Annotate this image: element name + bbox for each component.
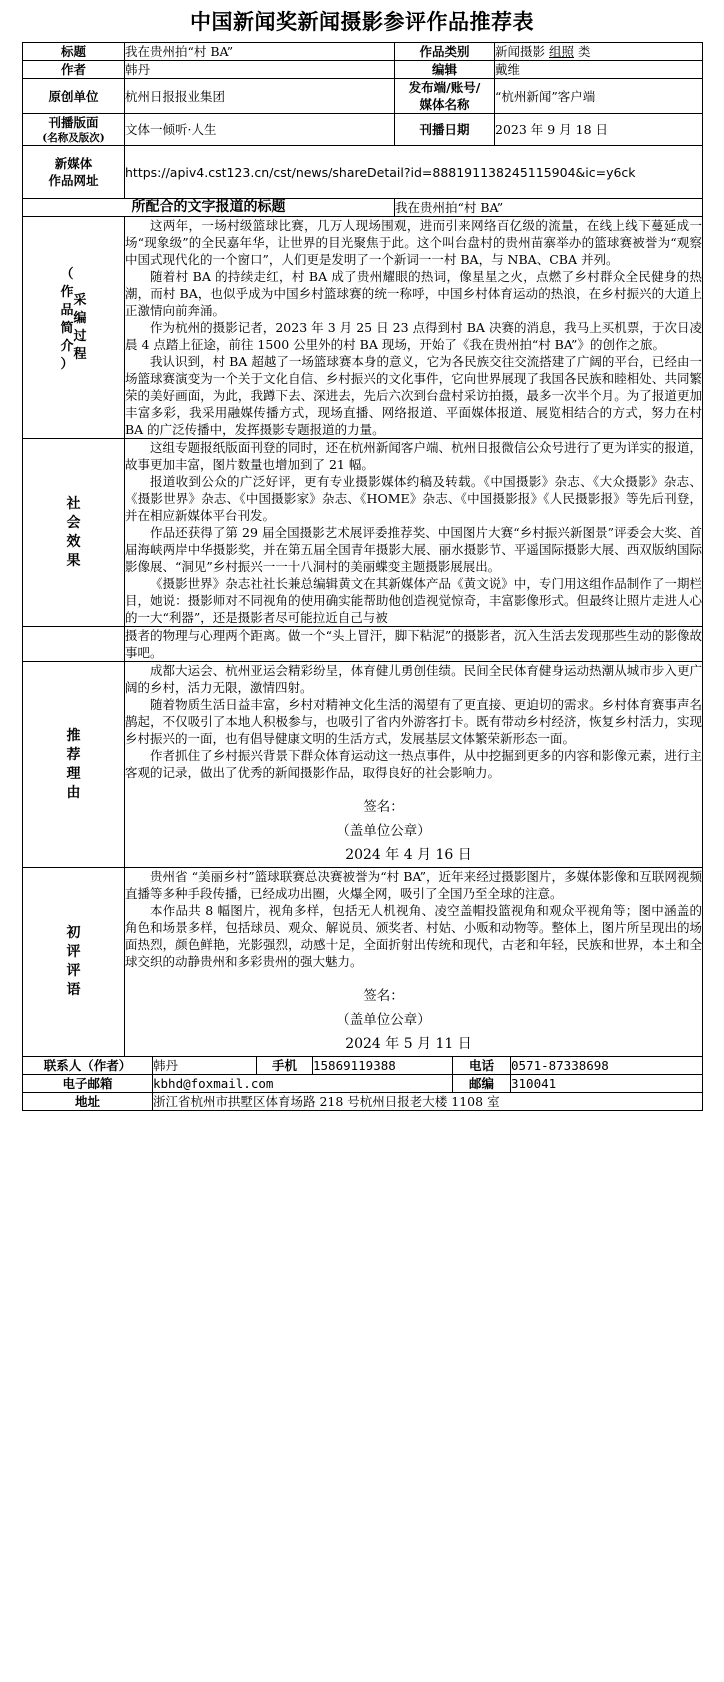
- value-category: [495, 43, 703, 61]
- recommendation-form-table: [22, 42, 703, 1057]
- vlabel-char: 简: [60, 320, 74, 336]
- vlabel-char: 介: [60, 338, 74, 354]
- vlabel-char: 荐: [66, 746, 81, 763]
- table-row-process-section: [23, 217, 703, 439]
- label-platform-line1: 发布端/账号/: [408, 80, 481, 95]
- vlabel-char: 编: [73, 310, 87, 326]
- label-publish-layout-line1: 刊播版面: [48, 115, 99, 130]
- table-row-contact: [23, 1057, 703, 1075]
- signature-block-review: [125, 984, 702, 1056]
- paragraph: 摄者的物理与心理两个距离。做一个“头上冒汗，脚下粘泥”的摄影者，沉入生活去发现那些生动的影像故事吧。: [125, 628, 702, 660]
- label-platform-line2: 媒体名称: [419, 97, 470, 112]
- label-mobile: 手机: [257, 1057, 313, 1075]
- value-companion-title: 我在贵州拍“村 BA”: [395, 199, 703, 217]
- value-phone: 0571-87338698: [511, 1057, 703, 1075]
- vlabel-char: 社: [66, 495, 81, 512]
- content-recommend-section: [125, 662, 703, 868]
- vlabel-char: ）: [60, 356, 74, 372]
- paragraph: 随着物质生活日益丰富，乡村对精神文化生活的渴望有了更直接、更迫切的需求。乡村体育赛事声名鹊起，不仅吸引了本地人积极参与，也吸引了省内外游客打卡。既有带动乡村经济，恢复乡村活力，实现乡村振兴的一面，也有倡导健康文明的生活方式，发展基层文体繁荣新形态一面。: [125, 697, 702, 746]
- signature-label: 签名：: [363, 988, 404, 1004]
- vlabel-char: 推: [66, 727, 81, 744]
- label-author: 作者: [23, 61, 125, 79]
- paragraph: 作者抓住了乡村振兴背景下群众体育运动这一热点事件，从中挖掘到更多的内容和影像元素，进行主客观的记录，做出了优秀的新闻摄影作品，取得良好的社会影响力。: [125, 748, 702, 780]
- value-contact-person: 韩丹: [153, 1057, 257, 1075]
- label-phone: 电话: [453, 1057, 511, 1075]
- label-newmedia-url: [23, 146, 125, 199]
- vlabel-char: 品: [60, 302, 74, 318]
- page-title: 中国新闻奖新闻摄影参评作品推荐表: [190, 9, 534, 34]
- label-editor: 编辑: [395, 61, 495, 79]
- category-underlined: 组照: [549, 44, 575, 59]
- vlabel-char: 评: [66, 944, 81, 960]
- paragraph: 我认识到，村 BA 超越了一场篮球赛本身的意义，它为各民族交往交流搭建了广阔的平台，已经由一场篮球赛演变为一个关于文化自信、乡村振兴的文化事件，它向世界展现了我国各民族和睦相处、共同繁荣的美好画面，为此，我蹲下去、深进去，先后六次到台盘村采访拍摄，最多一次半个月。为了报道更加丰富多彩，我采用融媒传播方式，现场直播、网络报道、平面媒体报道、展览相结合的方式，努力在村 BA 的广泛传播中，发挥摄影专题报道的力量。: [125, 354, 702, 437]
- vlabel-char: （: [60, 266, 74, 282]
- category-prefix: 新闻摄影: [495, 44, 546, 59]
- label-category: 作品类别: [395, 43, 495, 61]
- label-publish-layout: [23, 114, 125, 146]
- table-row-layout: [23, 114, 703, 146]
- paragraph: 本作品共 8 幅图片，视角多样，包括无人机视角、凌空盖帽投篮视角和观众平视角等；图中涵盖的角色和场景多样，包括球员、观众、解说员、颁奖者、村姑、小贩和动物等。整体上，图片所呈现出的场面热烈，颜色鲜艳，光影强烈，动感十足，全面折射出传统和现代，古老和年轻，民族和世界，本土和全球交织的动静贵州和多彩贵州的强大魅力。: [125, 903, 702, 969]
- value-editor: 戴维: [495, 61, 703, 79]
- paragraph: 贵州省 “美丽乡村”篮球联赛总决赛被誉为“村 BA”，近年来经过摄影图片，多媒体影像和互联网视频直播等多种手段传播，已经成功出圈，火爆全网，吸引了全国乃至全球的注意。: [125, 869, 702, 901]
- table-row-newmedia-url: [23, 146, 703, 199]
- value-original-unit: 杭州日报报业集团: [125, 79, 395, 114]
- table-row-author: [23, 61, 703, 79]
- vertical-label-effect: [23, 495, 124, 571]
- label-platform: [395, 79, 495, 114]
- vlabel-char: 理: [66, 765, 81, 782]
- category-suffix: 类: [578, 44, 591, 59]
- vlabel-char: 果: [66, 552, 81, 569]
- vlabel-char: 作: [60, 284, 74, 300]
- vertical-label-process-left: [60, 266, 73, 374]
- seal-label: （盖单位公章）: [336, 823, 431, 839]
- label-publish-layout-line2: (名称及版次): [42, 132, 105, 144]
- content-review-section: [125, 868, 703, 1057]
- vlabel-char: 由: [66, 784, 81, 801]
- label-publish-date: 刊播日期: [395, 114, 495, 146]
- label-newmedia-line1: 新媒体: [54, 156, 93, 171]
- paragraph: 这两年，一场村级篮球比赛，几万人现场围观，进而引来网络百亿级的流量，在线上线下蔓延成一场“现象级”的全民嘉年华，让世界的目光聚焦于此。这个叫台盘村的贵州苗寨举办的篮球赛被誉为“观察中国式现代化的一个窗口”，人们更是发明了一个新词一一村 BA，与 NBA、CBA 并列。: [125, 218, 702, 267]
- label-newmedia-line2: 作品网址: [48, 173, 99, 188]
- paragraph: 报道收到公众的广泛好评，更有专业摄影媒体约稿及转载。《中国摄影》杂志、《大众摄影》杂志、《摄影世界》杂志、《中国摄影家》杂志、《HOME》杂志、《中国摄影报》《人民摄影报》等先后刊登，并在相应新媒体平台刊发。: [125, 474, 702, 523]
- table-row-effect-continuation: [23, 627, 703, 662]
- table-row-recommend-section: [23, 662, 703, 868]
- value-author: 韩丹: [125, 61, 395, 79]
- vlabel-char: 采: [73, 292, 87, 308]
- value-title: 我在贵州拍“村 BA”: [125, 43, 395, 61]
- vlabel-char: 语: [66, 982, 81, 998]
- vlabel-char: 会: [66, 514, 81, 531]
- value-address: 浙江省杭州市拱墅区体育场路 218 号杭州日报老大楼 1108 室: [153, 1093, 703, 1111]
- label-process-section: [23, 217, 125, 439]
- value-email[interactable]: kbhd@foxmail.com: [153, 1075, 453, 1093]
- value-platform: “杭州新闻”客户端: [495, 79, 703, 114]
- value-publish-date: 2023 年 9 月 18 日: [495, 114, 703, 146]
- signature-date: 2024 年 4 月 16 日: [345, 847, 472, 863]
- signature-block-recommend: [125, 795, 702, 867]
- content-effect-continuation: [125, 627, 703, 662]
- paragraph: 作为杭州的摄影记者，2023 年 3 月 25 日 23 点得到村 BA 决赛的消息，我马上买机票，于次日凌晨 4 点踏上征途，前往 1500 公里外的村 BA 现场，开始了《我在贵州拍“村 BA”》的创作之旅。: [125, 320, 702, 352]
- paragraph: 随着村 BA 的持续走红，村 BA 成了贵州耀眼的热词，像星星之火，点燃了乡村群众全民健身的热潮，而村 BA，也似乎成为中国乡村篮球赛的统一称呼，中国乡村体育运动的热浪，在乡村振兴的大道上正激情向前奔涌。: [125, 269, 702, 318]
- label-recommend-section: [23, 662, 125, 868]
- value-newmedia-url[interactable]: https://apiv4.cst123.cn/cst/news/shareDetail?id=888191138245115904&ic=y6ck: [125, 146, 703, 199]
- table-row-unit: [23, 79, 703, 114]
- label-effect-section: [23, 439, 125, 627]
- seal-label: （盖单位公章）: [336, 1012, 431, 1028]
- vlabel-char: 评: [66, 963, 81, 979]
- label-email: 电子邮箱: [23, 1075, 153, 1093]
- content-effect-section: [125, 439, 703, 627]
- signature-label: 签名：: [363, 799, 404, 815]
- paragraph: 这组专题报纸版面刊登的同时，还在杭州新闻客户端、杭州日报微信公众号进行了更为详实的报道，故事更加丰富，图片数量也增加到了 21 幅。: [125, 440, 702, 472]
- label-original-unit: 原创单位: [23, 79, 125, 114]
- table-row-review-section: [23, 868, 703, 1057]
- label-review-section: [23, 868, 125, 1057]
- vlabel-char: 程: [73, 346, 87, 362]
- signature-date: 2024 年 5 月 11 日: [345, 1036, 472, 1052]
- vlabel-char: 过: [73, 328, 87, 344]
- table-row-email: [23, 1075, 703, 1093]
- label-zipcode: 邮编: [453, 1075, 511, 1093]
- value-publish-layout: 文体一倾听·人生: [125, 114, 395, 146]
- label-contact-person: 联系人（作者）: [23, 1057, 153, 1075]
- table-row-effect-section: [23, 439, 703, 627]
- table-row-address: [23, 1093, 703, 1111]
- table-row-companion-title: [23, 199, 703, 217]
- vlabel-char: 初: [66, 925, 81, 941]
- paragraph: 作品还获得了第 29 届全国摄影艺术展评委推荐奖、中国图片大赛“乡村振兴新图景”评委会大奖、首届海峡两岸中华摄影奖，并在第五届全国青年摄影大展、丽水摄影节、平遥国际摄影大展、西双版纳国际影像展、“洞见”乡村振兴一一十八洞村的美丽蝶变主题摄影展展出。: [125, 525, 702, 574]
- table-row-title: [23, 43, 703, 61]
- vertical-label-review: [23, 924, 124, 1000]
- label-address: 地址: [23, 1093, 153, 1111]
- value-mobile: 15869119388: [313, 1057, 453, 1075]
- label-effect-continuation: [23, 627, 125, 662]
- paragraph: 《摄影世界》杂志社社长兼总编辑黄文在其新媒体产品《黄文说》中，专门用这组作品制作了一期栏目，她说：摄影师对不同视角的使用确实能帮助他创造视觉惊奇，丰富影像形式。但最终让照片走进人心的一大“利器”，还是摄影者尽可能拉近自己与被: [125, 576, 702, 625]
- contact-table: [22, 1056, 703, 1111]
- vlabel-char: 效: [66, 533, 81, 550]
- vertical-label-process-right: [74, 292, 87, 364]
- value-zipcode: 310041: [511, 1075, 703, 1093]
- label-companion-title: 所配合的文字报道的标题: [23, 199, 395, 217]
- content-process-section: [125, 217, 703, 439]
- vertical-label-process: [23, 266, 124, 382]
- paragraph: 成都大运会、杭州亚运会精彩纷呈，体育健儿勇创佳绩。民间全民体育健身运动热潮从城市步入更广阔的乡村，活力无限，激情四射。: [125, 663, 702, 695]
- vertical-label-recommend: [23, 727, 124, 803]
- label-title: 标题: [23, 43, 125, 61]
